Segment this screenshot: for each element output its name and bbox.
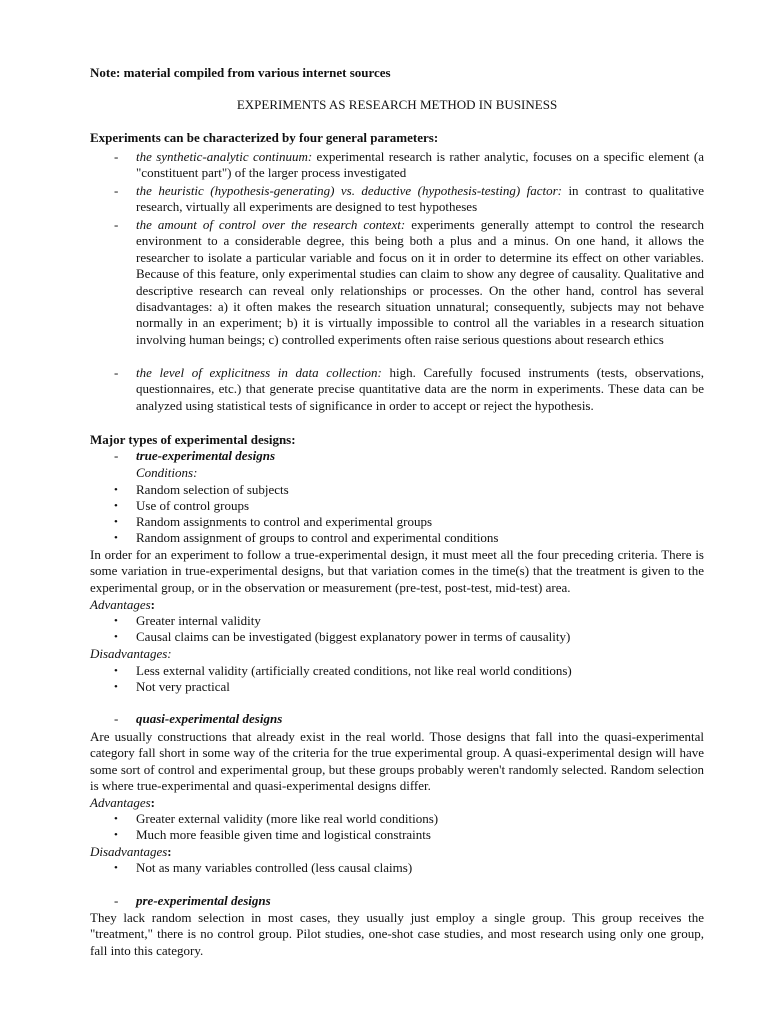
dash-marker: - (114, 365, 119, 380)
advantages-label: Advantages: (90, 795, 155, 810)
bullet-icon: • (114, 532, 118, 544)
conditions-label: Conditions: (136, 465, 198, 480)
parameter-text: experiments generally attempt to control the research environment to a considerable degree, this being both a plus and a minus. On one hand, it allows the researcher to isolate a particular variable and focus on it in order to determine its effect on other variables. Because of this feature, only experimental studies can claim to show any degree of causality. Qualitative and descriptive research can reveal only relationships or processes. On the other hand, control has several disadvantages: a) it often makes the research situation unnatural; consequently, subjects may not behave normally in an experiment; b) it is virtually impossible to control all the variables in a research situation involving human beings; c) controlled experiments often raise serious questions about research ethics (136, 217, 704, 347)
condition-item: Random assignment of groups to control and experimental conditions (136, 530, 499, 545)
parameter-item (136, 365, 704, 414)
condition-item: Random selection of subjects (136, 482, 289, 497)
parameter-text: in contrast to qualitative research, virtually all experiments are designed to test hypotheses (136, 183, 704, 215)
advantage-item: Greater external validity (more like real world conditions) (136, 811, 439, 826)
types-heading: Major types of experimental designs: (90, 432, 296, 447)
bullet-icon: • (114, 484, 118, 496)
parameter-item (136, 183, 704, 216)
true-design-paragraph: In order for an experiment to follow a true-experimental design, it must meet all the four preceding criteria. There is some variation in true-experimental designs, but that variation comes in the time(s) that the treatment is given to the experimental group, or in the observation or measurement (pre-test, post-test, mid-test) area. (90, 547, 704, 595)
pre-design-paragraph: They lack random selection in most cases, they usually just employ a single group. This group receives the "treatment," there is no control group. Pilot studies, one-shot case studies, and most research using only one group, fall into this category. (90, 910, 704, 958)
bullet-icon: • (114, 862, 118, 874)
bullet-icon: • (114, 665, 118, 677)
advantage-item: Much more feasible given time and logistical constraints (136, 827, 431, 842)
disadvantage-item: Less external validity (artificially created conditions, not like real world conditions) (136, 663, 572, 678)
bullet-icon: • (114, 500, 118, 512)
advantages-label: Advantages: (90, 597, 155, 612)
bullet-icon: • (114, 829, 118, 841)
disadvantages-label: Disadvantages: (90, 844, 172, 859)
condition-item: Use of control groups (136, 498, 250, 513)
disadvantages-label: Disadvantages: (90, 646, 172, 661)
parameter-item (136, 149, 704, 182)
bullet-icon: • (114, 631, 118, 643)
dash-marker: - (114, 217, 119, 232)
dash-marker: - (114, 448, 119, 463)
dash-marker: - (114, 183, 119, 198)
disadvantage-item: Not very practical (136, 679, 230, 694)
dash-marker: - (114, 711, 119, 726)
bullet-icon: • (114, 813, 118, 825)
disadvantage-item: Not as many variables controlled (less causal claims) (136, 860, 413, 875)
bullet-icon: • (114, 516, 118, 528)
parameter-item (136, 217, 704, 348)
true-design-title: true-experimental designs (136, 448, 276, 463)
parameter-term: the synthetic-analytic continuum: (136, 149, 313, 164)
parameter-text: experimental research is rather analytic, focuses on a specific element (a "constituent part") of the larger process investigated (136, 149, 704, 181)
parameter-term: the heuristic (hypothesis-generating) vs. deductive (hypothesis-testing) factor: (136, 183, 562, 198)
quasi-design-title: quasi-experimental designs (136, 711, 283, 726)
advantage-item: Greater internal validity (136, 613, 261, 628)
bullet-icon: • (114, 615, 118, 627)
condition-item: Random assignments to control and experimental groups (136, 514, 433, 529)
dash-marker: - (114, 149, 119, 164)
parameter-text: high. Carefully focused instruments (tests, observations, questionnaires, etc.) that generate precise quantitative data are the norm in experiments. These data can be analyzed using statistical tests of significance in order to accept or reject the hypothesis. (136, 365, 704, 413)
bullet-icon: • (114, 681, 118, 693)
quasi-design-paragraph: Are usually constructions that already exist in the real world. Those designs that fall into the quasi-experimental category fall short in some way of the criteria for the true experimental group. A quasi-experimental design will have some sort of control and experimental group, but these groups probably weren't randomly selected. Random selection is where true-experimental and quasi-experimental designs differ. (90, 729, 704, 794)
parameter-term: the level of explicitness in data collection: (136, 365, 382, 380)
parameters-heading: Experiments can be characterized by four general parameters: (90, 130, 439, 145)
parameter-term: the amount of control over the research context: (136, 217, 406, 232)
pre-design-title: pre-experimental designs (136, 893, 271, 908)
document-title: EXPERIMENTS AS RESEARCH METHOD IN BUSINESS (236, 97, 558, 112)
dash-marker: - (114, 893, 119, 908)
source-note: Note: material compiled from various internet sources (90, 65, 391, 80)
advantage-item: Causal claims can be investigated (biggest explanatory power in terms of causality) (136, 629, 571, 644)
